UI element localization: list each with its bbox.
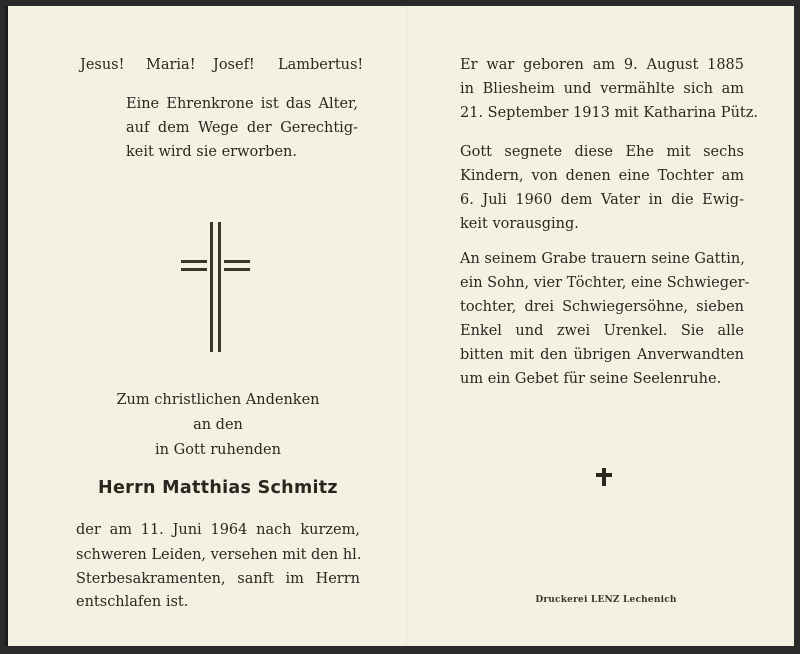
- invocation-josef: Josef!: [213, 57, 255, 73]
- invocation-maria: Maria!: [146, 57, 196, 73]
- mourners-line: ein Sohn, vier Töchter, eine Schwieger-: [460, 275, 750, 291]
- children-line: keit vorausging.: [460, 216, 579, 232]
- mourners-line: An seinem Grabe trauern seine Gattin,: [460, 251, 745, 267]
- children-line: Gott segnete diese Ehe mit sechs: [460, 144, 744, 160]
- memorial-line: an den: [193, 417, 243, 433]
- printer-imprint: Druckerei LENZ Lechenich: [535, 595, 677, 605]
- death-line: Sterbesakramenten, sanft im Herrn: [76, 571, 360, 587]
- mourners-line: um ein Gebet für seine Seelenruhe.: [460, 371, 722, 387]
- invocation-jesus: Jesus!: [80, 57, 125, 73]
- birth-line: in Bliesheim und vermählte sich am: [460, 81, 744, 97]
- fold-line: [406, 6, 408, 646]
- proverb-line: auf dem Wege der Gerechtig-: [126, 120, 358, 136]
- mourners-line: Enkel und zwei Urenkel. Sie alle: [460, 323, 744, 339]
- death-line: der am 11. Juni 1964 nach kurzem,: [76, 522, 360, 538]
- children-line: Kindern, von denen eine Tochter am: [460, 168, 744, 184]
- children-line: 6. Juli 1960 dem Vater in die Ewig-: [460, 192, 744, 208]
- mourners-line: bitten mit den übrigen Anverwandten: [460, 347, 744, 363]
- proverb-line: Eine Ehrenkrone ist das Alter,: [126, 96, 358, 112]
- mourners-line: tochter, drei Schwiegersöhne, sieben: [460, 299, 744, 315]
- memorial-line: in Gott ruhenden: [155, 442, 281, 458]
- small-cross-icon: [596, 468, 612, 486]
- deceased-name: Herrn Matthias Schmitz: [98, 478, 338, 498]
- birth-line: 21. September 1913 mit Katharina Pütz.: [460, 105, 758, 121]
- death-line: schweren Leiden, versehen mit den hl.: [76, 547, 362, 563]
- latin-cross-icon: [181, 222, 257, 356]
- invocation-lambertus: Lambertus!: [278, 57, 364, 73]
- memorial-card: [5, 6, 794, 646]
- death-line: entschlafen ist.: [76, 594, 189, 610]
- proverb-line: keit wird sie erworben.: [126, 144, 297, 160]
- birth-line: Er war geboren am 9. August 1885: [460, 57, 744, 73]
- memorial-line: Zum christlichen Andenken: [116, 392, 320, 408]
